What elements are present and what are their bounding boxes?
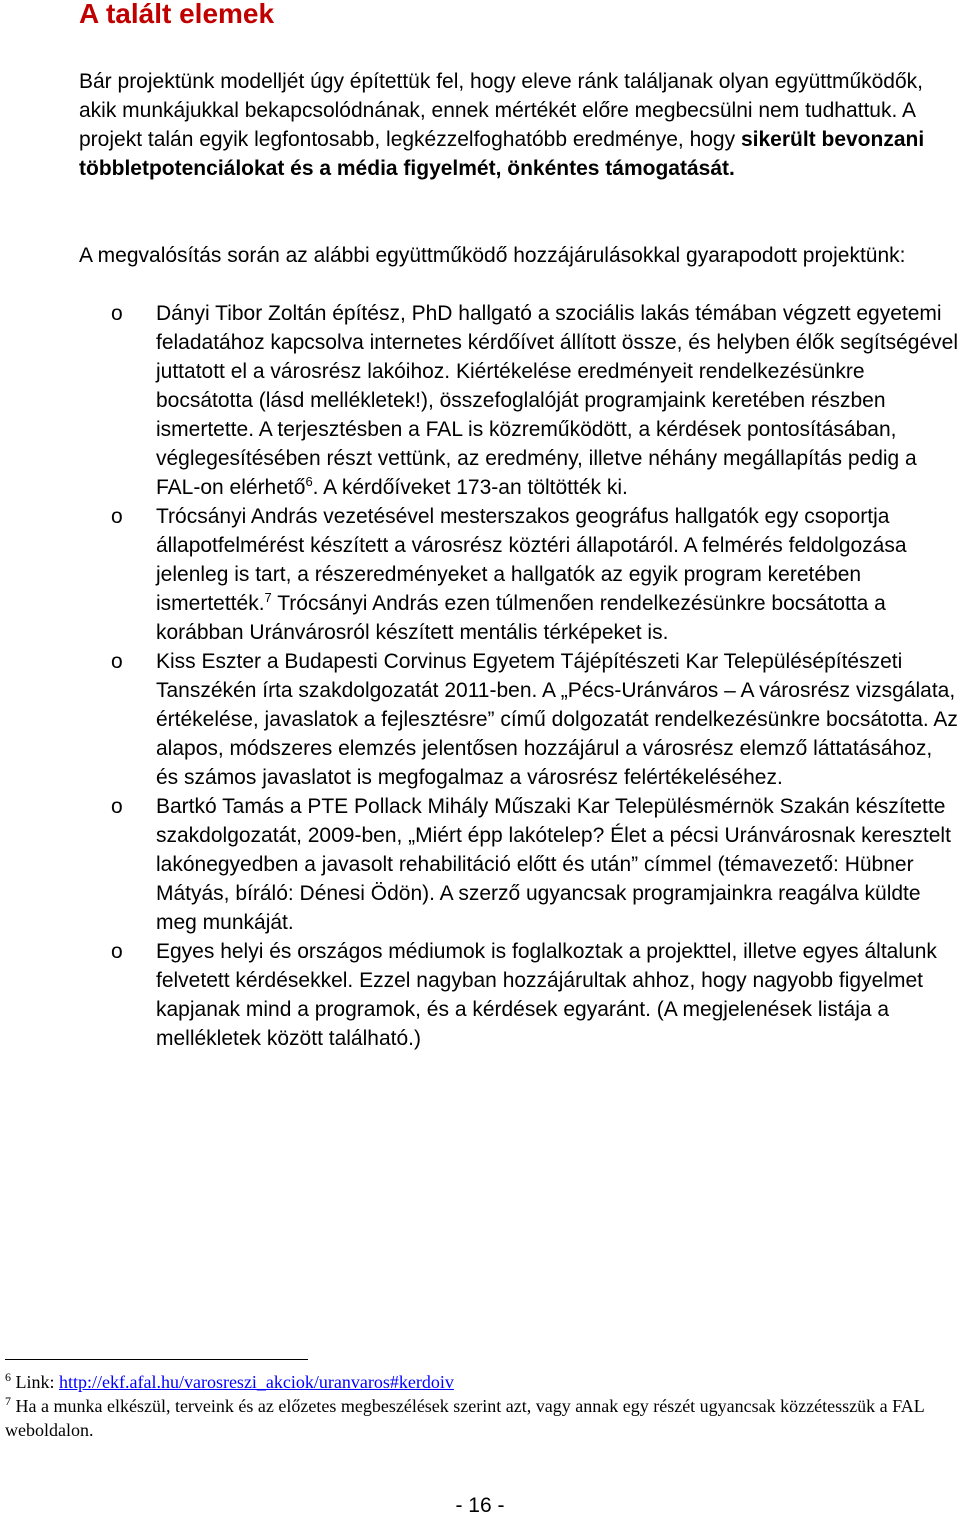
footnote-link[interactable]: http://ekf.afal.hu/varosreszi_akciok/uranvaros#kerdoiv [59, 1372, 454, 1392]
list-item-text: Egyes helyi és országos médiumok is foglalkoztak a projekttel, illetve egyes általunk felvetett kérdésekkel. Ezzel nagyban hozzájárultak ahhoz, hogy nagyobb figyelmet kapjanak mind a programok, és a kérdések egyaránt. (A megjelenések listája a mellékletek között található.) [156, 940, 937, 1050]
list-item [79, 502, 959, 647]
list-bullet: o [111, 650, 123, 673]
list-item [79, 937, 959, 1053]
list-item-text-cont: Trócsányi András ezen túlmenően rendelkezésünkre bocsátotta a korábban Uránvárosról készített mentális térképeket is. [156, 592, 886, 644]
footnote-prefix: Link: [11, 1372, 59, 1392]
section-heading: A talált elemek [79, 0, 275, 29]
list-bullet: o [111, 302, 123, 325]
list-item-text: Bartkó Tamás a PTE Pollack Mihály Műszaki Kar Településmérnök Szakán készítette szakdolgozatát, 2009-ben, „Miért épp lakótelep? Élet a pécsi Uránvárosnak keresztelt lakónegyedben a javasolt rehabilitáció előtt és után” címmel (témavezető: Hübner Mátyás, bíráló: Dénesi Ödön). A szerző ugyancsak programjainkra reagálva küldte meg munkáját. [156, 795, 951, 934]
footnotes [5, 1370, 955, 1442]
list-bullet: o [111, 505, 123, 528]
list-item [79, 647, 959, 792]
footnote-separator [5, 1359, 308, 1360]
footnote-ref[interactable]: 7 [264, 590, 272, 605]
footnote-number: 6 [5, 1370, 11, 1384]
lead-paragraph: A megvalósítás során az alábbi együttműködő hozzájárulásokkal gyarapodott projektünk: [79, 244, 906, 267]
contribution-list [79, 299, 959, 1053]
footnote-6 [5, 1370, 955, 1394]
list-item [79, 299, 959, 502]
list-item-text: Trócsányi András vezetésével mesterszakos geográfus hallgatók egy csoportja állapotfelmérést készített a városrész köztéri állapotáról. A felmérés feldolgozása jelenleg is tart, a részeredményeket a hallgatók az egyik program keretében ismertették. [156, 505, 907, 615]
intro-bold-text: sikerült bevonzani többletpotenciálokat és a média figyelmét, önkéntes támogatását. [79, 128, 925, 180]
list-item [79, 792, 959, 937]
list-bullet: o [111, 795, 123, 818]
page-number: - 16 - [455, 1494, 505, 1517]
footnote-ref[interactable]: 6 [305, 474, 313, 489]
intro-text: Bár projektünk modelljét úgy építettük fel, hogy eleve ránk találjanak olyan együttműködők, akik munkájukkal bekapcsolódnának, ennek mértékét előre megbecsülni nem tudhattuk. A projekt talán egyik legfontosabb, legkézzelfoghatóbb eredménye, hogy [79, 70, 923, 151]
intro-paragraph [79, 67, 939, 183]
footnote-number: 7 [5, 1394, 11, 1408]
list-bullet: o [111, 940, 123, 963]
list-item-text: Dányi Tibor Zoltán építész, PhD hallgató a szociális lakás témában végzett egyetemi feladatához kapcsolva internetes kérdőívet állított össze, és helyben élők segítségével juttatott el a városrész lakóihoz. Kiértékelése eredményeit rendelkezésünkre bocsátotta (lásd mellékletek!), összefoglalóját programjaink keretében részben ismertette. A terjesztésben a FAL is közreműködött, a kérdések pontosításában, véglegesítésében részt vettünk, az eredmény, illetve néhány megállapítás pedig a FAL-on elérhető [156, 302, 958, 499]
footnote-7 [5, 1394, 955, 1442]
list-item-text-cont: . A kérdőíveket 173-an töltötték ki. [312, 476, 628, 499]
footnote-text: Ha a munka elkészül, terveink és az előzetes megbeszélések szerint azt, vagy annak egy részét ugyancsak közzétesszük a FAL weboldalon. [5, 1396, 925, 1440]
list-item-text: Kiss Eszter a Budapesti Corvinus Egyetem Tájépítészeti Kar Településépítészeti Tanszékén írta szakdolgozatát 2011-ben. A „Pécs-Uránváros – A városrész vizsgálata, értékelése, javaslatok a fejlesztésre” című dolgozatát rendelkezésünkre bocsátotta. Az alapos, módszeres elemzés jelentősen hozzájárul a városrész elemző láttatásához, és számos javaslatot is megfogalmaz a városrész felértékeléséhez. [156, 650, 958, 789]
